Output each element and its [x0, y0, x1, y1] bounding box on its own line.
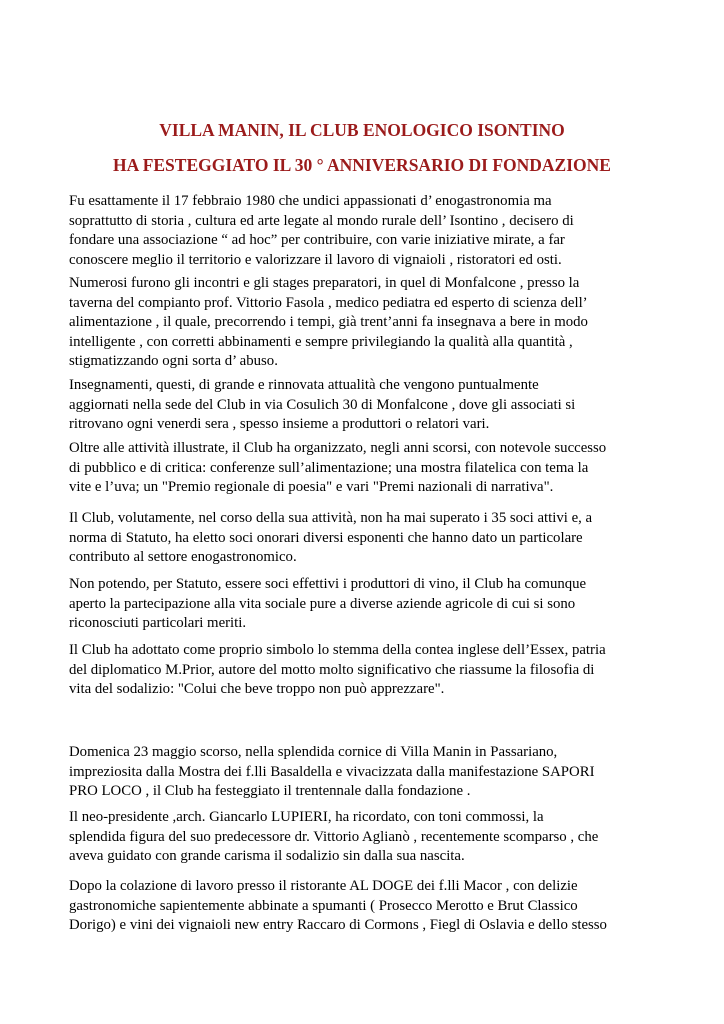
text-line: Dopo la colazione di lavoro presso il ristorante AL DOGE dei f.lli Macor , con delizie [69, 878, 578, 894]
paragraph-emblem [69, 641, 669, 700]
text-line: intelligente , con corretti abbinamenti e sempre privilegiando la qualità alla quantità , [69, 333, 573, 350]
paragraph-luncheon [69, 877, 669, 936]
text-line: Insegnamenti, questi, di grande e rinnovata attualità che vengono puntualmente [69, 377, 539, 393]
text-line: Il neo-presidente ,arch. Giancarlo LUPIERI, ha ricordato, con toni commossi, la [69, 809, 544, 825]
text-line: riconosciuti particolari meriti. [69, 615, 247, 631]
text-line: contributo al settore enogastronomico. [69, 549, 297, 565]
text-line: impreziosita dalla Mostra dei f.lli Basaldella e vivacizzata dalla manifestazione SAPORI [69, 763, 595, 780]
text-line: aperto la partecipazione alla vita sociale pure a diverse aziende agricole di cui si sono [69, 595, 576, 612]
text-line: stigmatizzando ogni sorta d’ abuso. [69, 353, 278, 369]
text-line: soprattutto di storia , cultura ed arte legate al mondo rurale dell’ Isontino , decisero di [69, 212, 574, 229]
text-line: Dorigo) e vini dei vignaioli new entry Raccaro di Cormons , Fiegl di Oslavia e dello stesso [69, 917, 607, 933]
text-line: di pubblico e di critica: conferenze sull’alimentazione; una mostra filatelica con tema la [69, 459, 589, 476]
text-line: del diplomatico M.Prior, autore del motto molto significativo che riassume la filosofia di [69, 661, 595, 678]
text-line: taverna del compianto prof. Vittorio Fasola , medico pediatra ed esperto di scienza dell’ [69, 294, 588, 311]
text-line: ritrovano ogni venerdi sera , spesso insieme a produttori o relatori vari. [69, 416, 490, 432]
paragraph-meetings [69, 274, 669, 372]
text-line: alimentazione , il quale, precorrendo i tempi, già trent’anni fa insegnava a bere in modo [69, 314, 588, 330]
text-line: fondare una associazione “ ad hoc” per contribuire, con varie iniziative mirate, a far [69, 232, 565, 248]
text-line: splendida figura del suo predecessore dr. Vittorio Aglianò , recentemente scomparso , che [69, 828, 599, 845]
paragraph-founding [69, 192, 669, 270]
title-line-1: VILLA MANIN, IL CLUB ENOLOGICO ISONTINO [159, 120, 565, 140]
text-line: Numerosi furono gli incontri e gli stages preparatori, in quel di Monfalcone , presso la [69, 275, 580, 291]
text-line: vite e l’uva; un "Premio regionale di poesia" e vari "Premi nazionali di narrativa". [69, 479, 554, 495]
text-line: vita del sodalizio: "Colui che beve troppo non può apprezzare". [69, 681, 445, 697]
text-line: Il Club, volutamente, nel corso della sua attività, non ha mai superato i 35 soci attivi e, a [69, 510, 593, 526]
text-line: Il Club ha adottato come proprio simbolo lo stemma della contea inglese dell’Essex, patria [69, 642, 606, 658]
title-line-2: HA FESTEGGIATO IL 30 ° ANNIVERSARIO DI FONDAZIONE [113, 155, 611, 175]
paragraph-producers [69, 575, 669, 634]
text-line: Non potendo, per Statuto, essere soci effettivi i produttori di vino, il Club ha comunque [69, 576, 587, 592]
text-line: Fu esattamente il 17 febbraio 1980 che undici appassionati d’ enogastronomia ma [69, 193, 552, 209]
paragraph-members [69, 509, 669, 568]
text-line: conoscere meglio il territorio e valorizzare il lavoro di vignaioli , ristoratori ed osti. [69, 251, 562, 268]
text-line: gastronomiche sapientemente abbinate a spumanti ( Prosecco Merotto e Brut Classico [69, 897, 578, 914]
text-line: Oltre alle attività illustrate, il Club ha organizzato, negli anni scorsi, con notevole successo [69, 440, 607, 456]
paragraph-president [69, 808, 669, 867]
text-line: norma di Statuto, ha eletto soci onorari diversi esponenti che hanno dato un particolare [69, 529, 583, 546]
text-line: Domenica 23 maggio scorso, nella splendida cornice di Villa Manin in Passariano, [69, 744, 558, 760]
text-line: aggiornati nella sede del Club in via Cosulich 30 di Monfalcone , dove gli associati si [69, 396, 576, 413]
text-line: PRO LOCO , il Club ha festeggiato il trentennale dalla fondazione . [69, 783, 471, 799]
text-line: aveva guidato con grande carisma il sodalizio sin dalla sua nascita. [69, 848, 465, 864]
paragraph-activities [69, 439, 669, 498]
paragraph-teachings [69, 376, 669, 435]
paragraph-celebration [69, 743, 669, 802]
